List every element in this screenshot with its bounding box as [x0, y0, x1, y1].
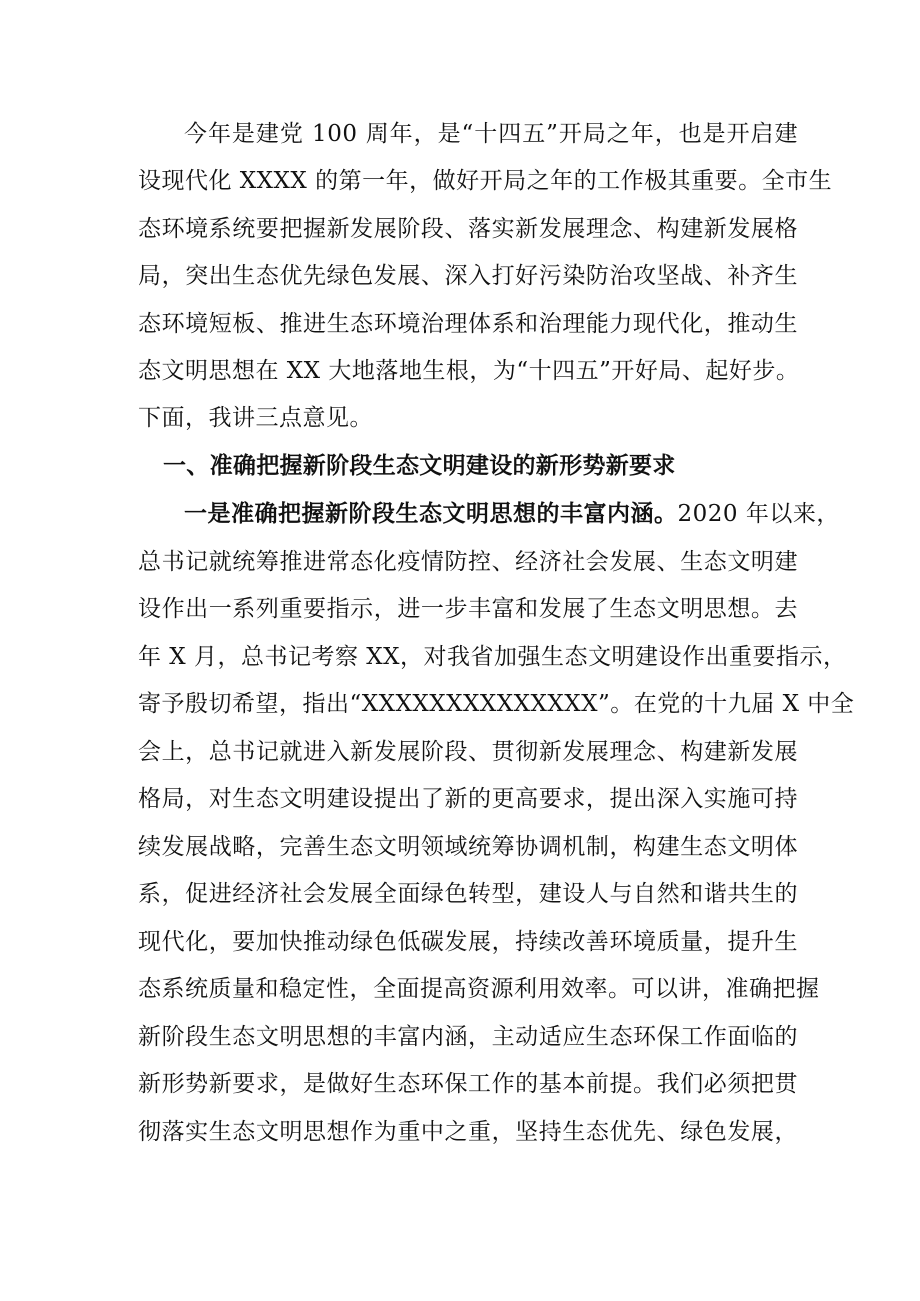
point-line-11: 态系统质量和稳定性，全面提高资源利用效率。可以讲，准确把握: [138, 976, 820, 1002]
point-lead: 一是准确把握新阶段生态文明思想的丰富内涵。: [184, 501, 678, 527]
intro-line-7: 下面，我讲三点意见。: [138, 405, 373, 431]
section-heading: 一、准确把握新阶段生态文明建设的新形势新要求: [163, 453, 676, 479]
intro-line-6: 态文明思想在 XX 大地落地生根，为“十四五”开好局、起好步。: [138, 358, 800, 384]
point-line-7: 格局，对生态文明建设提出了新的更高要求，提出深入实施可持: [138, 786, 798, 812]
point-line-13: 新形势新要求，是做好生态环保工作的基本前提。我们必须把贯: [138, 1071, 798, 1097]
intro-line-4: 局，突出生态优先绿色发展、深入打好污染防治攻坚战、补齐生: [138, 263, 798, 289]
point-line-4: 年 X 月，总书记考察 XX，对我省加强生态文明建设作出重要指示，: [138, 644, 847, 670]
point-line-10: 现代化，要加快推动绿色低碳发展，持续改善环境质量，提升生: [138, 929, 798, 955]
point-line-5: 寄予殷切希望，指出“XXXXXXXXXXXXXX”。在党的十九届 X 中全: [138, 691, 855, 717]
point-line-14: 彻落实生态文明思想作为重中之重，坚持生态优先、绿色发展，: [138, 1119, 798, 1145]
intro-line-2: 设现代化 XXXX 的第一年，做好开局之年的工作极其重要。全市生: [138, 168, 833, 194]
point-first-line: [184, 494, 840, 534]
intro-line-5: 态环境短板、推进生态环境治理体系和治理能力现代化，推动生: [138, 311, 798, 337]
point-line-8: 续发展战略，完善生态文明领域统筹协调机制，构建生态文明体: [138, 834, 798, 860]
point-line-12: 新阶段生态文明思想的丰富内涵，主动适应生态环保工作面临的: [138, 1024, 798, 1050]
point-line-6: 会上，总书记就进入新发展阶段、贯彻新发展理念、构建新发展: [138, 739, 798, 765]
point-line-3: 设作出一系列重要指示，进一步丰富和发展了生态文明思想。去: [138, 596, 798, 622]
intro-line-3: 态环境系统要把握新发展阶段、落实新发展理念、构建新发展格: [138, 216, 798, 242]
point-first-line-rest: 2020 年以来，: [677, 501, 840, 527]
point-line-9: 系，促进经济社会发展全面绿色转型，建设人与自然和谐共生的: [138, 881, 798, 907]
point-line-2: 总书记就统筹推进常态化疫情防控、经济社会发展、生态文明建: [138, 549, 798, 575]
intro-line-1: 今年是建党 100 周年，是“十四五”开局之年，也是开启建: [184, 121, 798, 147]
